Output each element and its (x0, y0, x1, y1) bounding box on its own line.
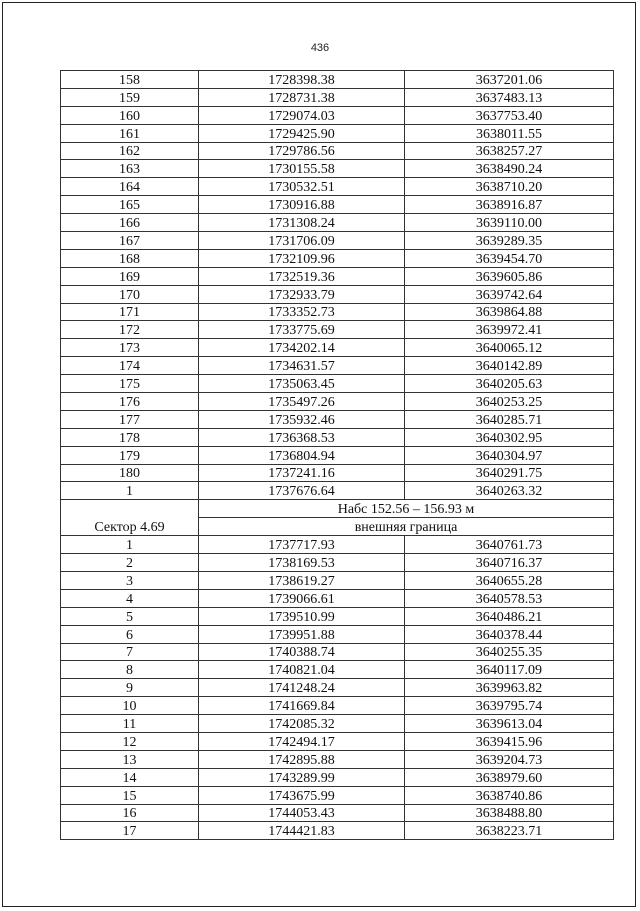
coord-x: 1744053.43 (199, 804, 405, 822)
table-row (61, 446, 614, 464)
point-number: 158 (61, 71, 199, 89)
coord-x: 1739951.88 (199, 625, 405, 643)
table-row (61, 536, 614, 554)
coord-x: 1734631.57 (199, 357, 405, 375)
table-row (61, 214, 614, 232)
coord-x: 1736368.53 (199, 428, 405, 446)
coord-y: 3640263.32 (405, 482, 614, 500)
coord-y: 3638979.60 (405, 768, 614, 786)
point-number: 7 (61, 643, 199, 661)
coord-x: 1732109.96 (199, 249, 405, 267)
table-row (61, 321, 614, 339)
coord-x: 1736804.94 (199, 446, 405, 464)
point-number: 174 (61, 357, 199, 375)
point-number: 1 (61, 536, 199, 554)
table-row (61, 571, 614, 589)
coord-x: 1740821.04 (199, 661, 405, 679)
point-number: 10 (61, 697, 199, 715)
point-number: 170 (61, 285, 199, 303)
table-row (61, 339, 614, 357)
sector-header (61, 500, 614, 536)
point-number: 163 (61, 160, 199, 178)
coord-y: 3640716.37 (405, 554, 614, 572)
coord-x: 1743675.99 (199, 786, 405, 804)
coord-x: 1731308.24 (199, 214, 405, 232)
table-row (61, 697, 614, 715)
point-number: 177 (61, 410, 199, 428)
coord-x: 1739066.61 (199, 589, 405, 607)
point-number: 161 (61, 124, 199, 142)
coord-y: 3640378.44 (405, 625, 614, 643)
point-number: 180 (61, 464, 199, 482)
point-number: 166 (61, 214, 199, 232)
coord-y: 3640761.73 (405, 536, 614, 554)
points-block-1 (61, 71, 614, 500)
coord-x: 1732519.36 (199, 267, 405, 285)
coord-x: 1737241.16 (199, 464, 405, 482)
table-row (61, 625, 614, 643)
coord-x: 1738169.53 (199, 554, 405, 572)
table-row (61, 267, 614, 285)
coord-x: 1731706.09 (199, 232, 405, 250)
coord-y: 3640205.63 (405, 375, 614, 393)
coord-y: 3639742.64 (405, 285, 614, 303)
sector-header-row (61, 500, 614, 518)
coord-x: 1735497.26 (199, 393, 405, 411)
coord-y: 3640302.95 (405, 428, 614, 446)
point-number: 8 (61, 661, 199, 679)
coord-y: 3637201.06 (405, 71, 614, 89)
sector-height-range: Набс 152.56 – 156.93 м (199, 500, 614, 518)
table-row (61, 124, 614, 142)
coord-y: 3639864.88 (405, 303, 614, 321)
coord-x: 1742494.17 (199, 732, 405, 750)
coord-y: 3639613.04 (405, 715, 614, 733)
table-row (61, 160, 614, 178)
point-number: 5 (61, 607, 199, 625)
coord-y: 3640255.35 (405, 643, 614, 661)
coord-y: 3638710.20 (405, 178, 614, 196)
coord-y: 3639605.86 (405, 267, 614, 285)
table-row (61, 786, 614, 804)
coord-y: 3640486.21 (405, 607, 614, 625)
table-row (61, 607, 614, 625)
point-number: 17 (61, 822, 199, 840)
coord-y: 3638488.80 (405, 804, 614, 822)
table-row (61, 410, 614, 428)
coordinates-table (60, 70, 614, 840)
coord-x: 1742895.88 (199, 750, 405, 768)
coord-y: 3639972.41 (405, 321, 614, 339)
point-number: 178 (61, 428, 199, 446)
points-block-2 (61, 536, 614, 840)
coord-x: 1739510.99 (199, 607, 405, 625)
coord-y: 3640285.71 (405, 410, 614, 428)
coord-y: 3638916.87 (405, 196, 614, 214)
coord-x: 1735063.45 (199, 375, 405, 393)
point-number: 3 (61, 571, 199, 589)
table-row (61, 768, 614, 786)
table-row (61, 375, 614, 393)
point-number: 164 (61, 178, 199, 196)
point-number: 165 (61, 196, 199, 214)
table-row (61, 822, 614, 840)
table-row (61, 249, 614, 267)
coord-x: 1738619.27 (199, 571, 405, 589)
point-number: 175 (61, 375, 199, 393)
coord-y: 3640253.25 (405, 393, 614, 411)
coord-y: 3639289.35 (405, 232, 614, 250)
coord-y: 3638740.86 (405, 786, 614, 804)
coord-y: 3638257.27 (405, 142, 614, 160)
point-number: 168 (61, 249, 199, 267)
point-number: 11 (61, 715, 199, 733)
table-row (61, 464, 614, 482)
coord-x: 1740388.74 (199, 643, 405, 661)
point-number: 9 (61, 679, 199, 697)
table-row (61, 661, 614, 679)
coord-y: 3640117.09 (405, 661, 614, 679)
point-number: 16 (61, 804, 199, 822)
coord-y: 3639795.74 (405, 697, 614, 715)
table-row (61, 750, 614, 768)
point-number: 162 (61, 142, 199, 160)
table-row (61, 482, 614, 500)
coord-y: 3639454.70 (405, 249, 614, 267)
coord-y: 3638490.24 (405, 160, 614, 178)
coord-x: 1741248.24 (199, 679, 405, 697)
point-number: 171 (61, 303, 199, 321)
coord-x: 1729425.90 (199, 124, 405, 142)
coord-x: 1732933.79 (199, 285, 405, 303)
coord-y: 3639204.73 (405, 750, 614, 768)
coord-x: 1729786.56 (199, 142, 405, 160)
table-row (61, 554, 614, 572)
point-number: 159 (61, 88, 199, 106)
coord-x: 1743289.99 (199, 768, 405, 786)
coord-x: 1742085.32 (199, 715, 405, 733)
point-number: 2 (61, 554, 199, 572)
coord-x: 1733775.69 (199, 321, 405, 339)
point-number: 167 (61, 232, 199, 250)
coord-x: 1728731.38 (199, 88, 405, 106)
coord-y: 3640065.12 (405, 339, 614, 357)
page-number: 436 (310, 42, 330, 54)
coord-y: 3637753.40 (405, 106, 614, 124)
table-row (61, 732, 614, 750)
table-row (61, 196, 614, 214)
point-number: 169 (61, 267, 199, 285)
coord-x: 1734202.14 (199, 339, 405, 357)
table-row (61, 285, 614, 303)
table-row (61, 106, 614, 124)
point-number: 1 (61, 482, 199, 500)
coord-x: 1744421.83 (199, 822, 405, 840)
point-number: 160 (61, 106, 199, 124)
point-number: 4 (61, 589, 199, 607)
coord-y: 3639415.96 (405, 732, 614, 750)
table-row (61, 715, 614, 733)
coord-y: 3638223.71 (405, 822, 614, 840)
point-number: 13 (61, 750, 199, 768)
coord-x: 1733352.73 (199, 303, 405, 321)
coord-y: 3637483.13 (405, 88, 614, 106)
coord-x: 1737717.93 (199, 536, 405, 554)
point-number: 15 (61, 786, 199, 804)
table-row (61, 232, 614, 250)
coord-x: 1730916.88 (199, 196, 405, 214)
coord-x: 1735932.46 (199, 410, 405, 428)
point-number: 179 (61, 446, 199, 464)
coord-y: 3640578.53 (405, 589, 614, 607)
table-row (61, 303, 614, 321)
coord-y: 3638011.55 (405, 124, 614, 142)
coord-y: 3640291.75 (405, 464, 614, 482)
table-row (61, 178, 614, 196)
table-row (61, 142, 614, 160)
table-row (61, 589, 614, 607)
sector-name: Сектор 4.69 (61, 500, 199, 536)
table-row (61, 804, 614, 822)
coord-x: 1730155.58 (199, 160, 405, 178)
point-number: 173 (61, 339, 199, 357)
table-row (61, 643, 614, 661)
table-row (61, 393, 614, 411)
point-number: 176 (61, 393, 199, 411)
coord-y: 3640304.97 (405, 446, 614, 464)
point-number: 6 (61, 625, 199, 643)
point-number: 172 (61, 321, 199, 339)
table-row (61, 428, 614, 446)
point-number: 12 (61, 732, 199, 750)
coord-y: 3640655.28 (405, 571, 614, 589)
table-row (61, 88, 614, 106)
coord-y: 3640142.89 (405, 357, 614, 375)
coord-x: 1730532.51 (199, 178, 405, 196)
coord-x: 1741669.84 (199, 697, 405, 715)
coord-y: 3639110.00 (405, 214, 614, 232)
point-number: 14 (61, 768, 199, 786)
sector-boundary-label: внешняя граница (199, 518, 614, 536)
coord-x: 1737676.64 (199, 482, 405, 500)
table-row (61, 71, 614, 89)
coord-y: 3639963.82 (405, 679, 614, 697)
table-row (61, 357, 614, 375)
table-row (61, 679, 614, 697)
coord-x: 1729074.03 (199, 106, 405, 124)
coord-x: 1728398.38 (199, 71, 405, 89)
